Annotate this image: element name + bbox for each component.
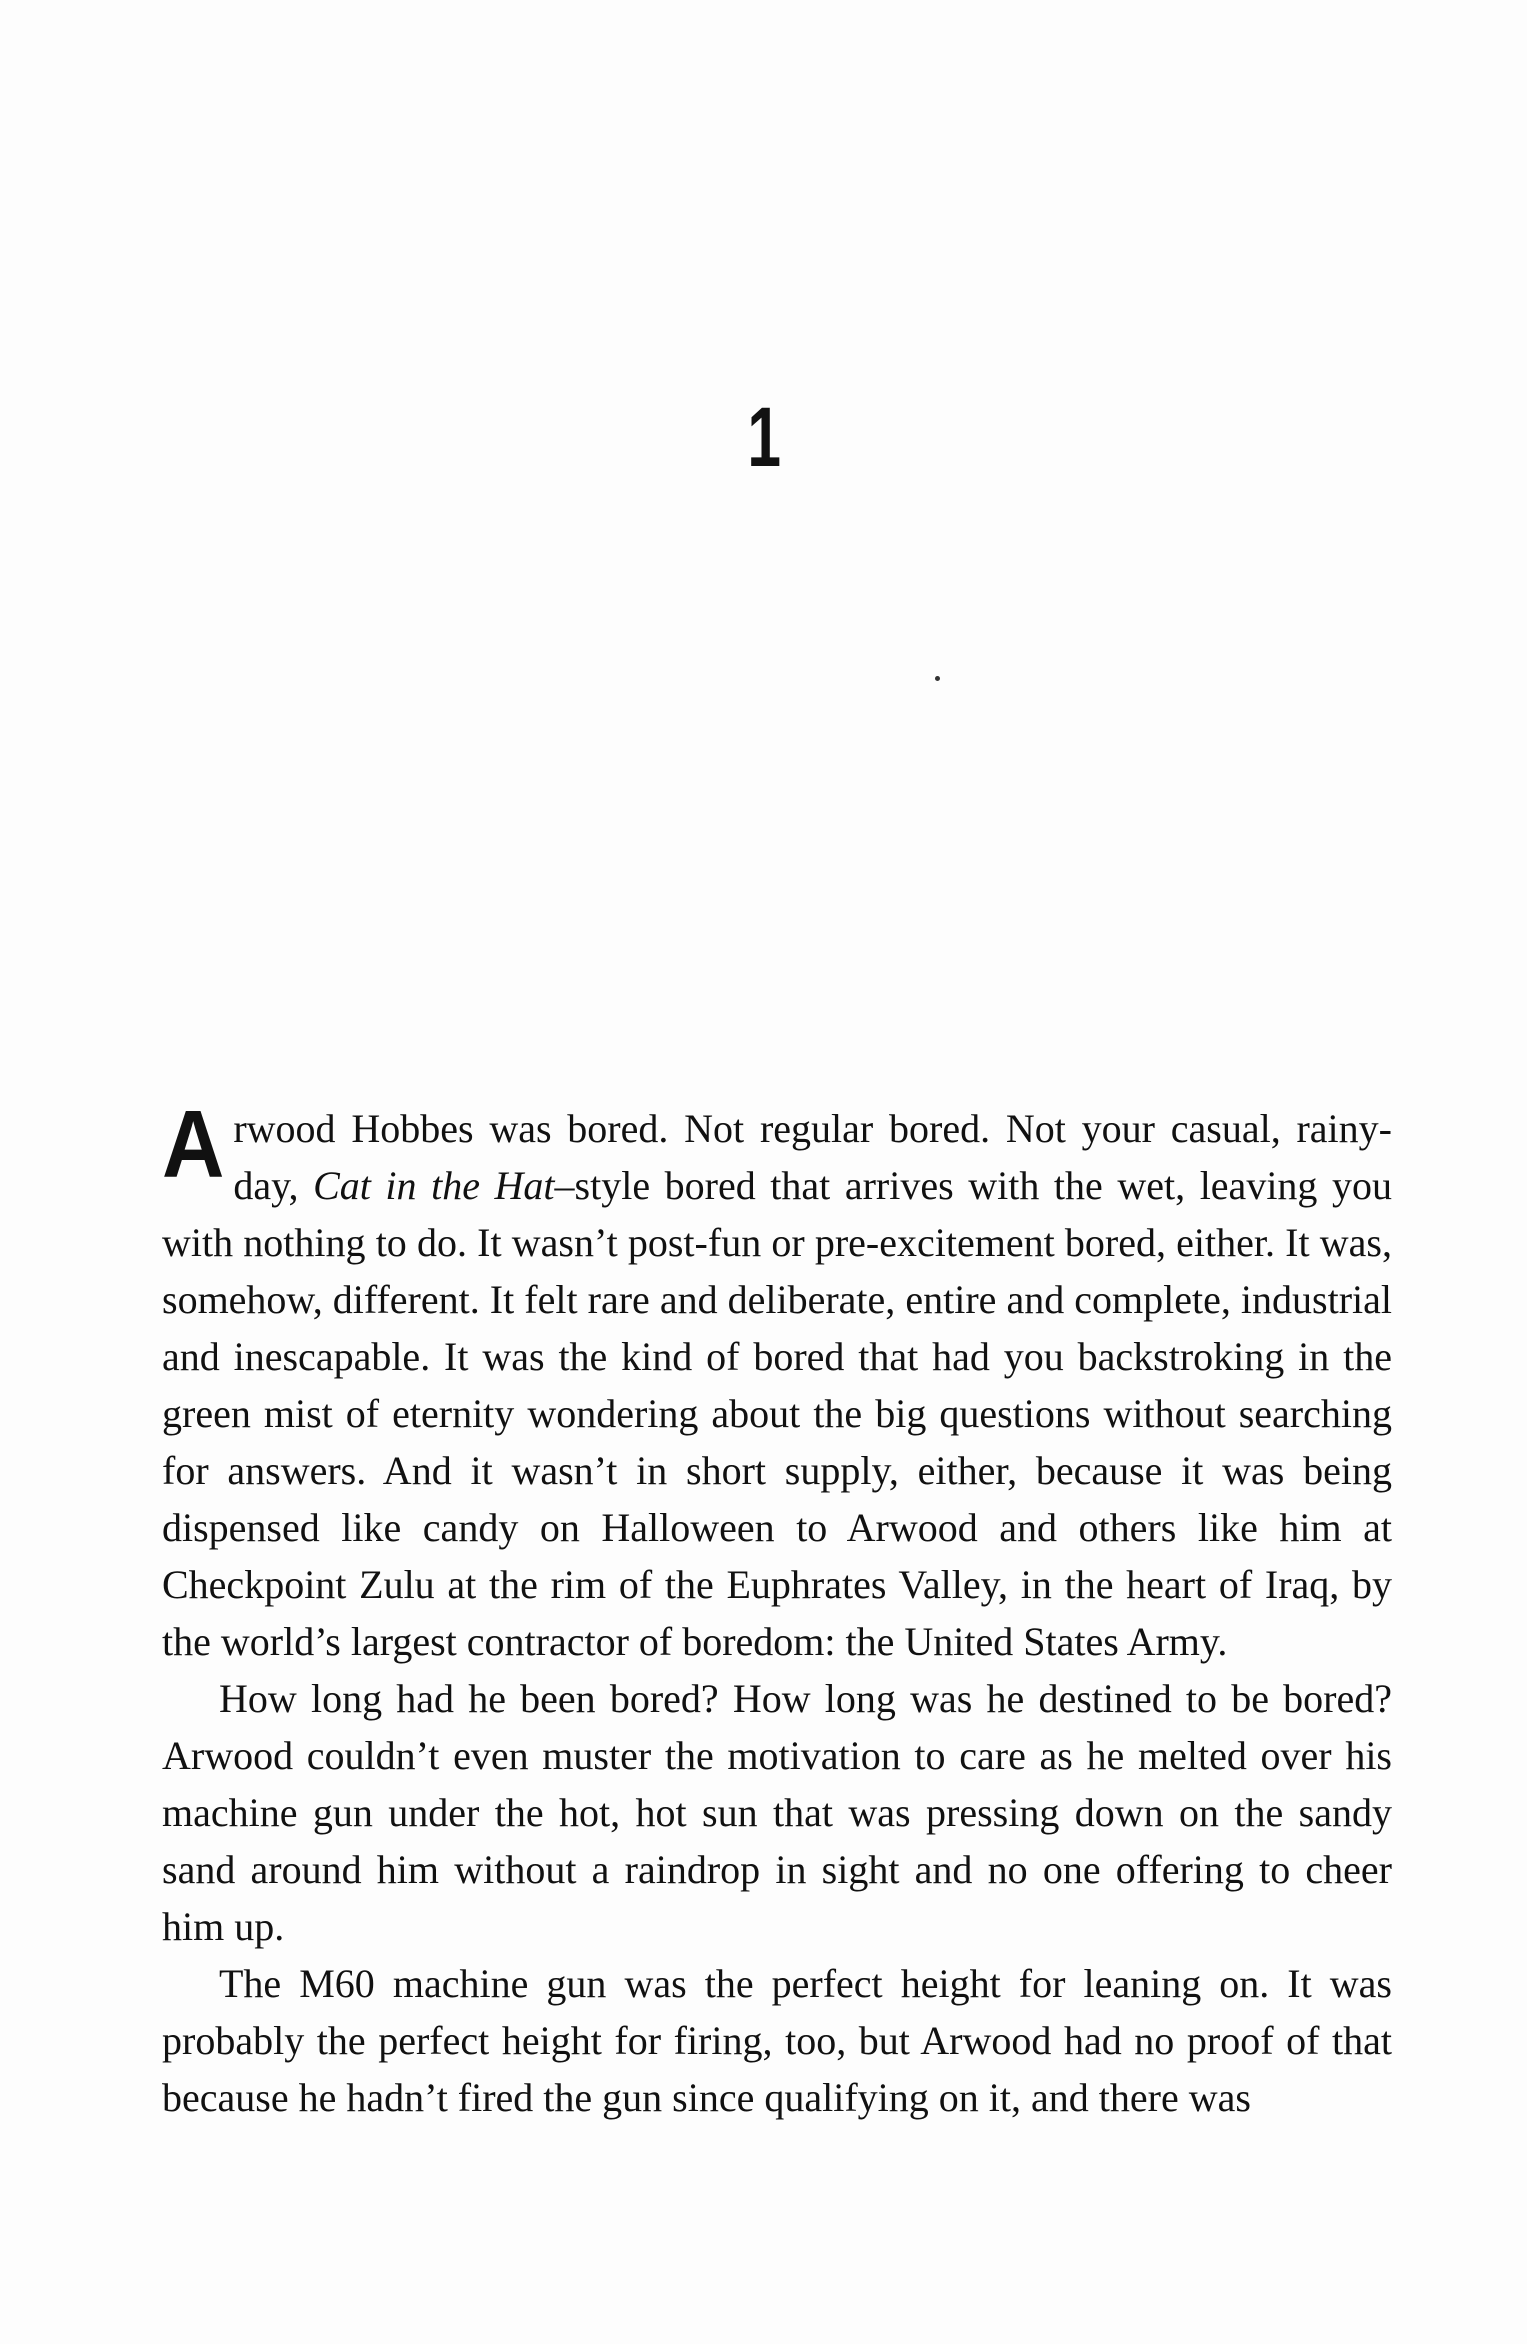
book-title-reference: Cat in the Hat xyxy=(313,1163,555,1208)
paragraph-2: How long had he been bored? How long was he destined to be bored? Arwood couldn’t even muster the motivation to care as he melted over his machine gun under the hot, hot sun that was pressing down on the sandy sand around him without a raindrop in sight and no one offering to cheer him up. xyxy=(162,1676,1392,1949)
drop-cap: A xyxy=(162,1091,225,1198)
paragraph-1-lead: rwood Hobbes was bored. Not regular bored. Not your casual, rainy-day, xyxy=(233,1106,1392,1208)
paragraph-1 xyxy=(162,1091,1392,1670)
scan-speck xyxy=(935,676,940,681)
chapter-body xyxy=(162,1091,1392,2126)
paragraph-1-rest: –style bored that arrives with the wet, leaving you with nothing to do. It wasn’t post-fun or pre-excitement bored, either. It was, somehow, different. It felt rare and deliberate, entire and complete, industrial and inescapable. It was the kind of bored that had you backstroking in the green mist of eternity wondering about the big questions without searching for answers. And it wasn’t in short supply, either, because it was being dispensed like candy on Halloween to Arwood and others like him at Checkpoint Zulu at the rim of the Euphrates Valley, in the heart of Iraq, by the world’s largest contractor of boredom: the United States Army. xyxy=(162,1163,1392,1664)
paragraph-3: The M60 machine gun was the perfect height for leaning on. It was probably the perfect height for firing, too, but Arwood had no proof of that because he hadn’t fired the gun since qualifying on it, and there was xyxy=(162,1961,1392,2120)
chapter-number: 1 xyxy=(747,390,780,484)
